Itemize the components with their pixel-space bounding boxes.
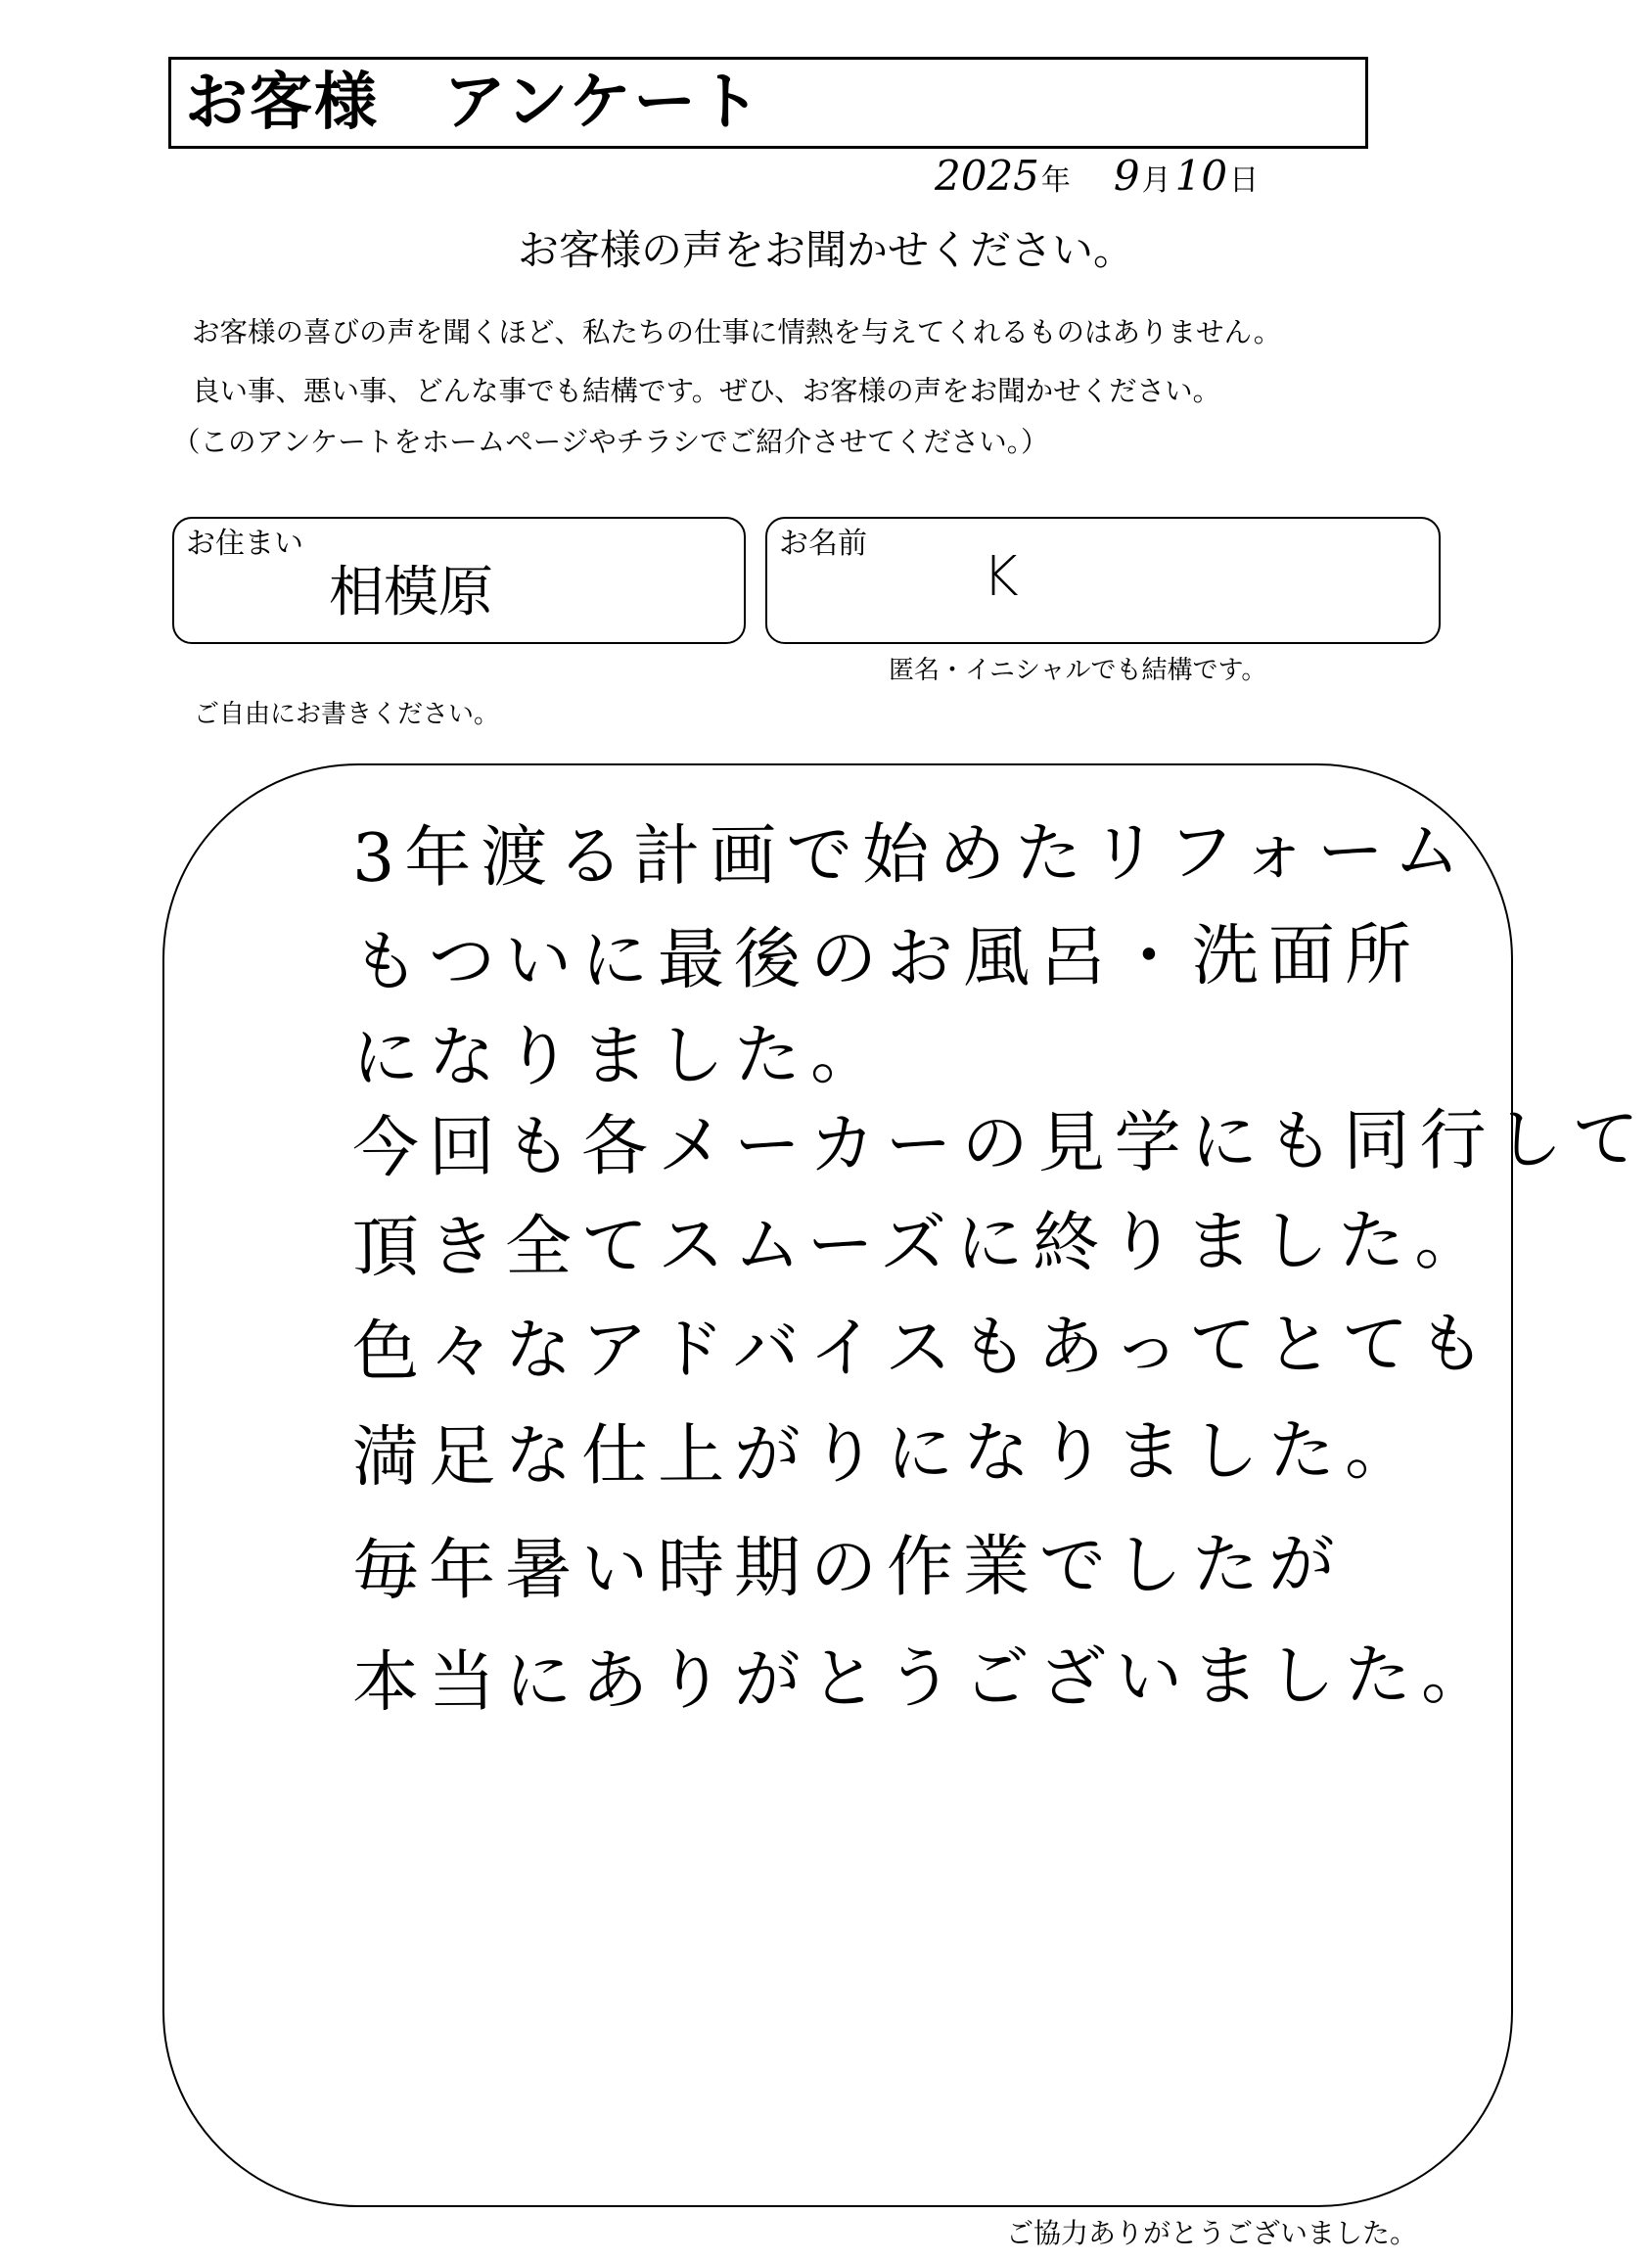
- comment-line-8: 毎年暑い時期の作業でしたが: [351, 1525, 1346, 1610]
- intro-line-1: お客様の喜びの声を聞くほど、私たちの仕事に情熱を与えてくれるものはありません。: [192, 316, 1282, 348]
- comment-line-1: 3年渡る計画で始めたリフォーム: [351, 812, 1471, 898]
- date-day-unit: 日: [1229, 163, 1260, 198]
- comment-line-5: 頂き全てスムーズに終りました。: [351, 1201, 1491, 1287]
- intro-line-2: 良い事、悪い事、どんな事でも結構です。ぜひ、お客様の声をお聞かせください。: [192, 375, 1221, 407]
- comment-line-3: になりました。: [351, 1016, 888, 1097]
- name-field: [765, 517, 1441, 644]
- date-year: 2025: [935, 152, 1039, 200]
- intro-line-3: （このアンケートをホームページやチラシでご紹介させてください。）: [172, 426, 1049, 458]
- comment-line-2: もついに最後のお風呂・洗面所: [351, 916, 1422, 1001]
- free-text-label: ご自由にお書きください。: [194, 700, 500, 729]
- name-value: K: [983, 545, 1019, 609]
- address-label: お住まい: [186, 527, 303, 561]
- comment-line-9: 本当にありがとうございました。: [351, 1636, 1498, 1722]
- date-day: 10: [1174, 152, 1228, 200]
- address-value: 相模原: [329, 561, 493, 624]
- survey-title: お客様 アンケート: [185, 67, 763, 139]
- name-label: お名前: [779, 527, 867, 561]
- page-heading: お客様の声をお聞かせください。: [517, 226, 1134, 274]
- comment-line-4: 今回も各メーカーの見学にも同行して: [351, 1100, 1649, 1187]
- thanks-footer: ご協力ありがとうございました。: [1006, 2217, 1418, 2249]
- comment-line-7: 満足な仕上がりになりました。: [351, 1411, 1422, 1497]
- date-month: 9: [1113, 152, 1140, 200]
- date-year-unit: 年: [1040, 163, 1071, 198]
- name-note: 匿名・イニシャルでも結構です。: [889, 656, 1267, 685]
- address-field: [172, 517, 746, 644]
- date-month-unit: 月: [1141, 163, 1171, 198]
- title-box: [168, 57, 1368, 149]
- survey-date: [935, 147, 1262, 210]
- comment-line-6: 色々なアドバイスもあってとても: [351, 1305, 1495, 1391]
